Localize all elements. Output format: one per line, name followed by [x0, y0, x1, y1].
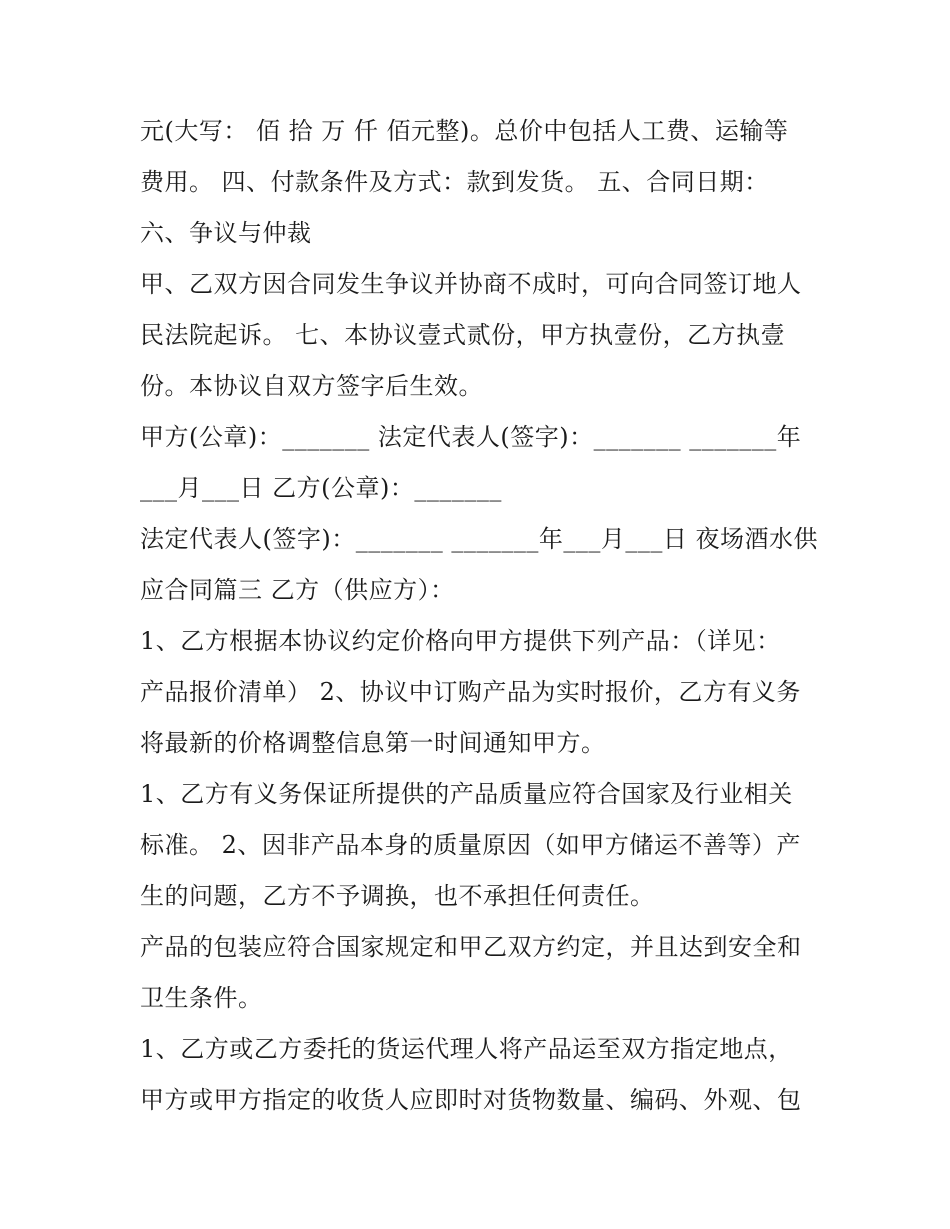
- text-line: 1、乙方或乙方委托的货运代理人将产品运至双方指定地点，: [140, 1035, 793, 1063]
- text-line: 标准。 2、因非产品本身的质量原因（如甲方储运不善等）产: [140, 831, 801, 859]
- text-line: 卫生条件。: [140, 984, 263, 1012]
- text-line: 费用。 四、付款条件及方式：款到发货。 五、合同日期：: [140, 168, 769, 196]
- text-line: 应合同篇三 乙方（供应方）：: [140, 576, 455, 604]
- text-line: 六、争议与仲裁: [140, 219, 312, 247]
- text-line: 份。本协议自双方签字后生效。: [140, 372, 483, 400]
- document-body: [140, 106, 820, 1126]
- signature-line: 甲方(公章)：_______ 法定代表人(签字)：_______ _______年: [140, 423, 802, 451]
- text-line: 1、乙方根据本协议约定价格向甲方提供下列产品：（详见：: [140, 627, 781, 655]
- text-line: 将最新的价格调整信息第一时间通知甲方。: [140, 729, 606, 757]
- text-line: 民法院起诉。 七、本协议壹式贰份，甲方执壹份，乙方执壹: [140, 321, 786, 349]
- signature-line: 法定代表人(签字)：_______ _______年___月___日 夜场酒水供: [140, 525, 818, 553]
- text-line: 甲方或甲方指定的收货人应即时对货物数量、编码、外观、包: [140, 1086, 802, 1114]
- signature-line: ___月___日 乙方(公章)：_______: [140, 474, 502, 502]
- text-line: 产品的包装应符合国家规定和甲乙双方约定，并且达到安全和: [140, 933, 802, 961]
- text-line: 产品报价清单） 2、协议中订购产品为实时报价，乙方有义务: [140, 678, 801, 706]
- text-line: 1、乙方有义务保证所提供的产品质量应符合国家及行业相关: [140, 780, 793, 808]
- text-line: 生的问题，乙方不予调换，也不承担任何责任。: [140, 882, 655, 910]
- text-line: 元(大写： 佰 拾 万 仟 佰元整)。总价中包括人工费、运输等: [140, 117, 789, 145]
- text-line: 甲、乙双方因合同发生争议并协商不成时，可向合同签订地人: [140, 270, 802, 298]
